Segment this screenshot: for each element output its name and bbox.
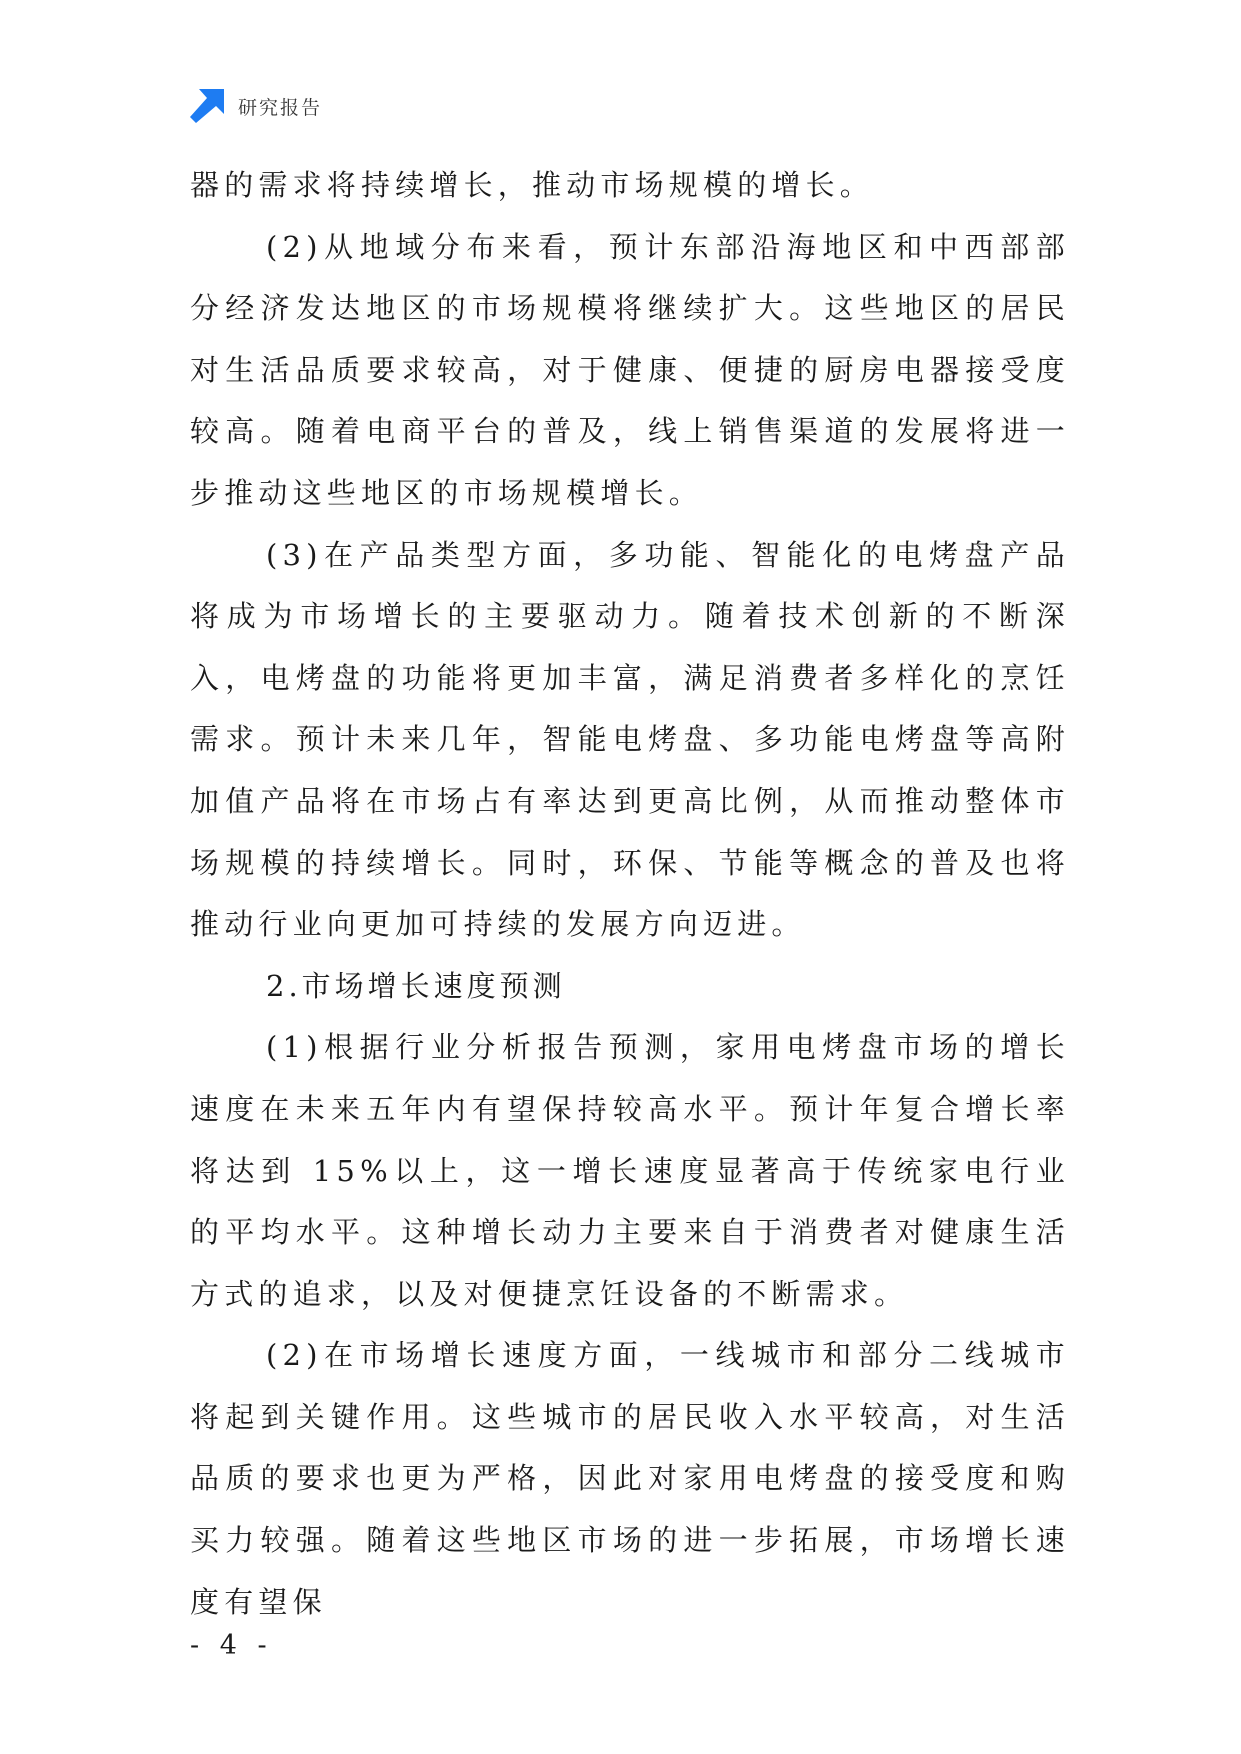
paragraph-product: (3)在产品类型方面，多功能、智能化的电烤盘产品将成为市场增长的主要驱动力。随着技术创新的不断深入，电烤盘的功能将更加丰富，满足消费者多样化的烹饪需求。预计未来几年，智能电烤盘、多功能电烤盘等高附加值产品将在市场占有率达到更高比例，从而推动整体市场规模的持续增长。同时，环保、节能等概念的普及也将推动行业向更加可持续的发展方向迈进。 xyxy=(190,537,1070,942)
header-label: 研究报告 xyxy=(238,96,323,119)
section-heading: 2.市场增长速度预测 xyxy=(266,968,566,1003)
page-number: - 4 - xyxy=(190,1630,273,1661)
paragraph-region: (2)从地域分布来看，预计东部沿海地区和中西部部分经济发达地区的市场规模将继续扩大。这些地区的居民对生活品质要求较高，对于健康、便捷的厨房电器接受度较高。随着电商平台的普及，线上销售渠道的发展将进一步推动这些地区的市场规模增长。 xyxy=(190,229,1070,510)
arrow-up-right-icon xyxy=(190,89,224,123)
paragraph-growth-2: (2)在市场增长速度方面，一线城市和部分二线城市将起到关键作用。这些城市的居民收入水平较高，对生活品质的要求也更为严格，因此对家用电烤盘的接受度和购买力较强。随着这些地区市场的进一步拓展，市场增长速度有望保 xyxy=(190,1338,1070,1619)
paragraph-growth-1: (1)根据行业分析报告预测，家用电烤盘市场的增长速度在未来五年内有望保持较高水平。预计年复合增长率将达到 15%以上，这一增长速度显著高于传统家电行业的平均水平。这种增长动力主要来自于消费者对健康生活方式的追求，以及对便捷烹饪设备的不断需求。 xyxy=(190,1030,1070,1311)
report-header xyxy=(190,88,322,124)
paragraph-continued: 器的需求将持续增长，推动市场规模的增长。 xyxy=(190,168,875,202)
document-body xyxy=(190,155,1070,1633)
